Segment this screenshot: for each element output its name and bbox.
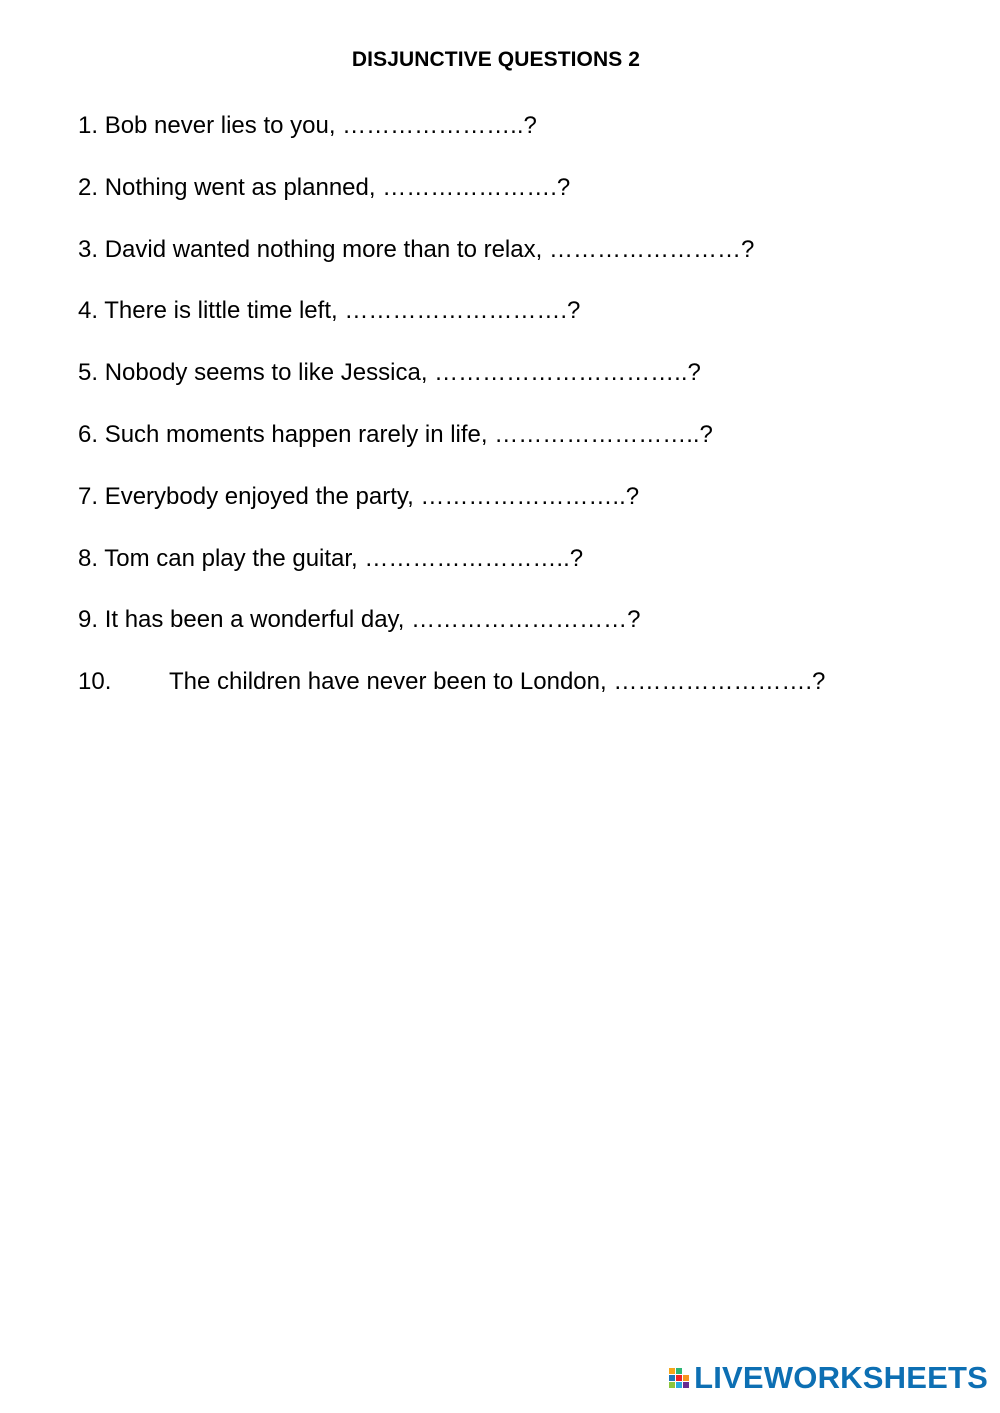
question-number: 4. (78, 297, 99, 325)
question-text: Such moments happen rarely in life, ……………………..? (104, 420, 713, 448)
question-list (78, 108, 958, 726)
question-item (78, 108, 958, 170)
question-item (78, 170, 958, 232)
question-item (78, 232, 958, 294)
question-item (78, 355, 958, 417)
question-item (78, 541, 958, 603)
question-text: Nobody seems to like Jessica, …………………………..? (104, 359, 701, 387)
question-number: 6. (78, 420, 99, 448)
question-text: Bob never lies to you, …………………..? (104, 112, 537, 139)
question-text: There is little time left, ……………………….? (104, 297, 581, 325)
question-number: 7. (78, 482, 99, 510)
question-number: 2. (78, 173, 99, 201)
question-item (78, 479, 958, 541)
question-number: 8. (78, 544, 99, 572)
question-text: It has been a wonderful day, ………………………? (104, 606, 641, 634)
brand-name: LIVEWORKSHEETS (694, 1360, 988, 1395)
question-item (78, 417, 958, 479)
question-item (78, 602, 958, 664)
question-item (78, 664, 958, 726)
question-text: David wanted nothing more than to relax, ……………………? (104, 235, 755, 263)
liveworksheets-logo-icon (669, 1366, 691, 1390)
question-number: 9. (78, 606, 99, 634)
question-number: 5. (78, 359, 99, 387)
question-text: The children have never been to London, …………………….? (169, 668, 826, 696)
question-item (78, 293, 958, 355)
question-number: 10. (78, 668, 112, 696)
question-text: Nothing went as planned, ………………….? (104, 173, 571, 201)
question-number: 1. (78, 112, 99, 139)
page-title: DISJUNCTIVE QUESTIONS 2 (351, 48, 641, 71)
liveworksheets-brand (669, 1361, 988, 1395)
question-text: Tom can play the guitar, ……………………..? (104, 544, 584, 572)
question-text: Everybody enjoyed the party, ……………………..? (104, 482, 640, 510)
question-number: 3. (78, 235, 99, 263)
